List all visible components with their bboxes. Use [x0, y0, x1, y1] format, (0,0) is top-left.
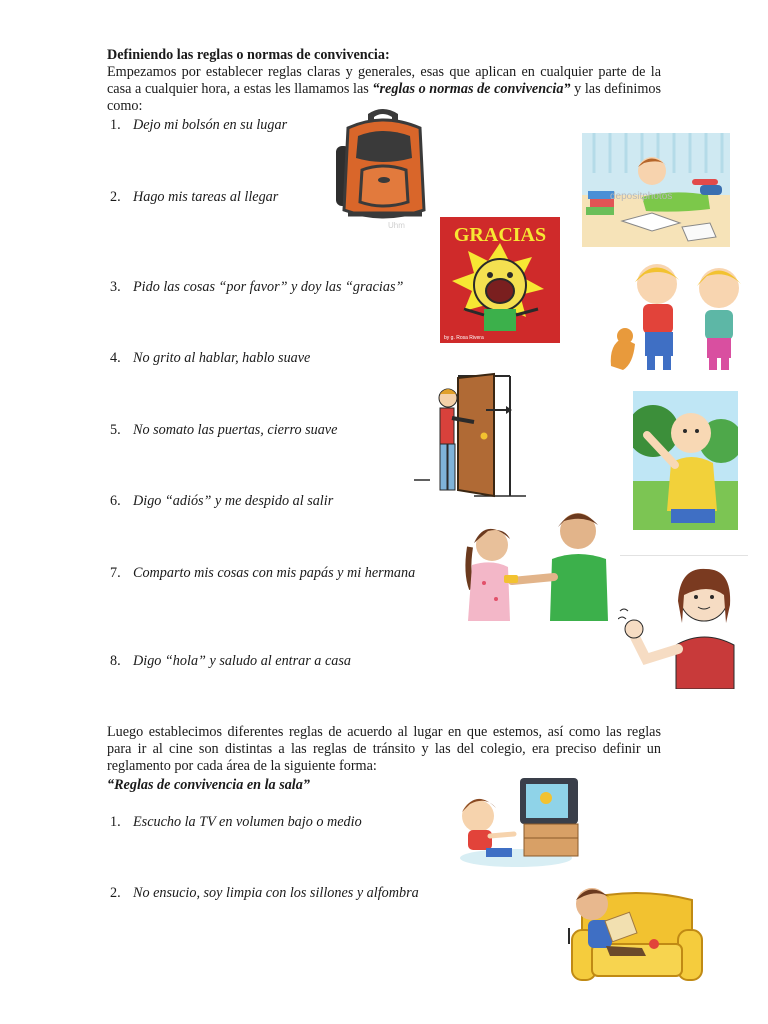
rule-item — [110, 350, 310, 367]
rule-text: Pido las cosas “por favor” y doy las “gracias” — [133, 279, 404, 295]
rule-item — [110, 279, 403, 296]
gracias-footer: by g. Rosa Rivera — [444, 335, 484, 341]
intro-text-after: y las definimos como: — [107, 81, 661, 114]
section-heading: Definiendo las reglas o normas de convivencia: — [107, 47, 390, 63]
rule-text: No grito al hablar, hablo suave — [133, 350, 311, 366]
rule-number: 2. — [110, 885, 121, 901]
rule-item — [110, 653, 351, 670]
rule-number: 5. — [110, 422, 121, 438]
rule-item — [110, 814, 362, 831]
boy-studying-illustration — [582, 133, 730, 247]
rule-text: Dejo mi bolsón en su lugar — [133, 117, 288, 133]
second-paragraph: Luego establecimos diferentes reglas de acuerdo al lugar en que estemos, así como las reglas para ir al cine son distintas a las reglas de tránsito y las del colegio, era preciso definir un reglamento por cada área de la siguiente forma: — [107, 724, 661, 774]
intro-emphasis: “reglas o normas de convivencia” — [372, 81, 571, 97]
rule-item — [110, 422, 337, 439]
rule-item — [110, 885, 419, 902]
boy-waving-goodbye-illustration — [633, 391, 738, 530]
studying-watermark: depositphotos — [610, 191, 673, 202]
divider-line — [620, 555, 748, 556]
girl-waving-hello-illustration — [618, 565, 736, 689]
rule-text: No somato las puertas, cierro suave — [133, 422, 338, 438]
gracias-sign: GRACIAS — [453, 224, 547, 246]
rule-item — [110, 189, 278, 206]
living-room-subheading: “Reglas de convivencia en la sala” — [107, 777, 310, 793]
rule-text: Hago mis tareas al llegar — [133, 189, 279, 205]
rule-text: Escucho la TV en volumen bajo o medio — [133, 814, 362, 830]
rule-number: 1. — [110, 814, 121, 830]
boy-watching-tv-illustration — [456, 776, 586, 870]
gracias-illustration — [440, 217, 560, 343]
rule-text: Digo “hola” y saludo al entrar a casa — [133, 653, 351, 669]
backpack-illustration — [328, 106, 438, 232]
rule-number: 7. — [110, 565, 121, 581]
rule-item — [110, 565, 415, 582]
rule-number: 8. — [110, 653, 121, 669]
kids-sharing-photo — [458, 503, 608, 623]
intro-text-before: Empezamos por establecer reglas claras y generales, esas que aplican en cualquier parte de la casa a cualquier hora, a estas les llamamos las — [107, 64, 661, 97]
rule-text: No ensucio, soy limpia con los sillones y alfombra — [133, 885, 419, 901]
rule-item — [110, 493, 333, 510]
rule-text: Digo “adiós” y me despido al salir — [133, 493, 334, 509]
rule-number: 1. — [110, 117, 121, 133]
boy-on-sofa-illustration — [566, 882, 708, 986]
rule-number: 6. — [110, 493, 121, 509]
boy-closing-door-illustration — [414, 372, 526, 500]
rule-number: 3. — [110, 279, 121, 295]
rule-text: Comparto mis cosas con mis papás y mi hermana — [133, 565, 416, 581]
rule-number: 2. — [110, 189, 121, 205]
rule-number: 4. — [110, 350, 121, 366]
rule-item — [110, 117, 287, 134]
backpack-watermark: Uhm — [388, 221, 405, 230]
two-kids-illustration — [605, 258, 749, 378]
